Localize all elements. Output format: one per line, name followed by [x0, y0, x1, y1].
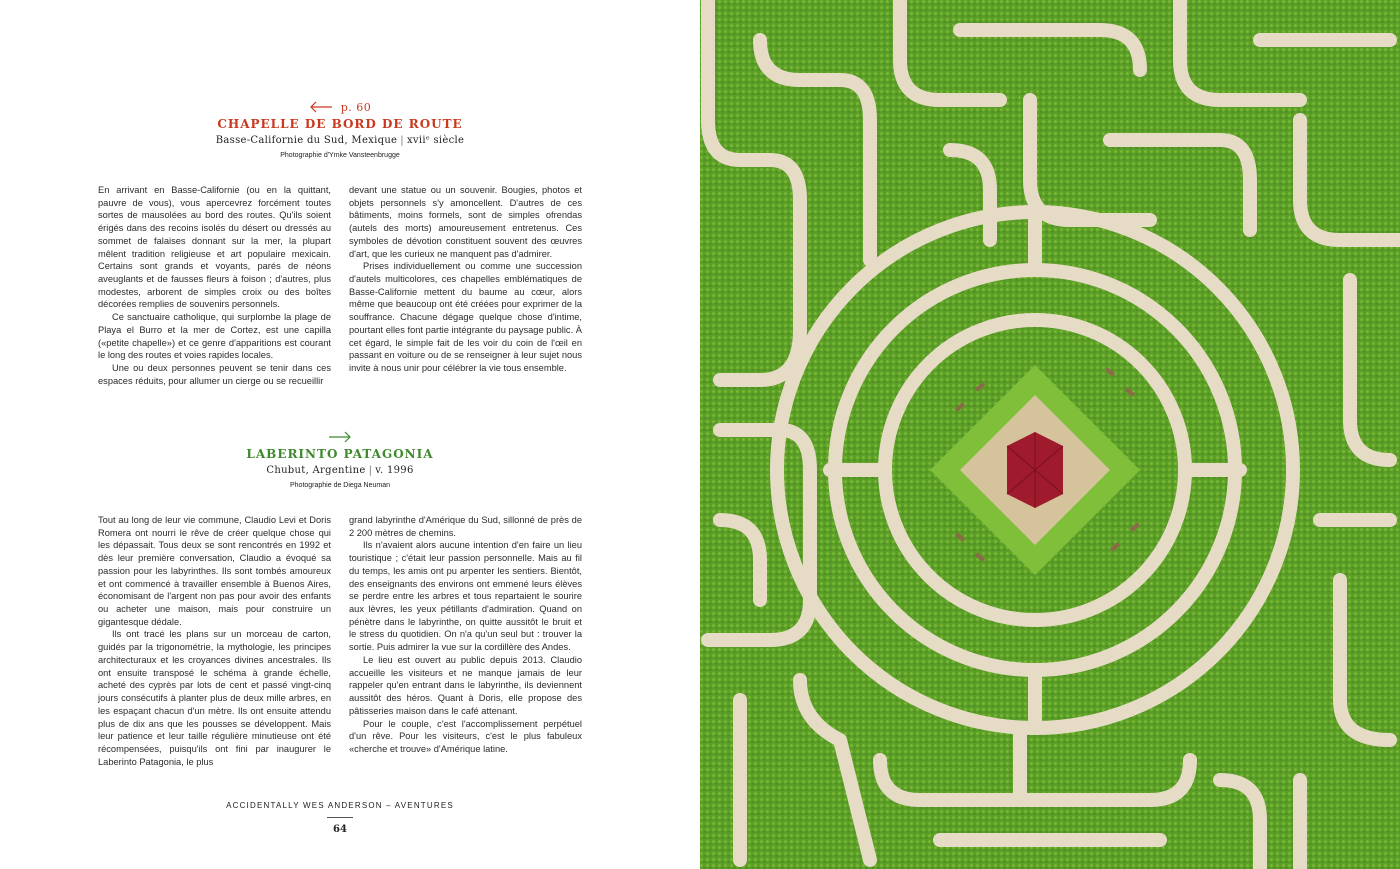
era: v. 1996: [375, 465, 414, 476]
text-column-1: [98, 514, 331, 768]
section-laberinto-heading: [98, 430, 582, 489]
paragraph: Ce sanctuaire catholique, qui surplombe la plage de Playa el Burro et la mer de Cortez, est une capilla («petite chapelle») et ce genre d'apparitions est courant le long des routes et voies rapides locales.: [98, 312, 331, 361]
footer-divider: [327, 817, 353, 818]
running-head: ACCIDENTALLY WES ANDERSON – AVENTURES: [226, 801, 454, 810]
maze-aerial-photo: [700, 0, 1400, 869]
page-footer: [98, 801, 582, 835]
paragraph: Ils n'avaient alors aucune intention d'en faire un lieu touristique ; c'était leur passion personnelle. Mais au fil du temps, les amis ont pu arpenter les sentiers. Bientôt, des enseignants des environs ont emmené leurs élèves se perdre entre les arbres et tous repartaient le sourire aux lèvres, les yeux pétillants d'admiration. Quand on pénètre dans le labyrinthe, on quitte aussitôt le bruit et le stress du quotidien. On n'a qu'un seul but : trouver la sortie. Puis admirer la vue sur la cordillère des Andes.: [349, 540, 582, 653]
paragraph: Une ou deux personnes peuvent se tenir dans ces espaces réduits, pour allumer un cierge ou se recueillir: [98, 363, 331, 386]
section-chapelle-body: [98, 184, 582, 388]
right-page: [700, 0, 1400, 869]
paragraph: Tout au long de leur vie commune, Claudio Levi et Doris Romera ont nourri le rêve de créer quelque chose qui les dépassait. Tous deux se sont rencontrés en 1992 et dès leur première conversation, Claudio a évoqué sa passion pour les labyrinthes. Ils sont tombés amoureux et ont commencé à travailler ensemble à Buenos Aires, économisant de l'argent non pas pour avoir des enfants ou acheter une maison, mais pour construire un gigantesque dédale.: [98, 515, 331, 627]
location: Chubut, Argentine: [266, 465, 366, 476]
paragraph: En arrivant en Basse-Californie (ou en la quittant, pauvre de vous), vous apercevrez forcément toutes sortes de mausolées au bord des routes. Qu'ils soient érigés dans des recoins isolés du désert ou dressés au sommet de falaises donnant sur la mer, la plupart mêlent tradition religieuse et art populaire mexicain. Certains sont grands et voyants, parés de néons aveuglants et de fausses fleurs à foison ; d'autres, plus modestes, arborent de simples croix ou des boîtes décorées remplies de souvenirs personnels.: [98, 185, 331, 310]
paragraph: Le lieu est ouvert au public depuis 2013. Claudio accueille les visiteurs et ne manque jamais de leur rappeler qu'en entrant dans le labyrinthe, ils deviennent aussitôt des héros. Quant à Doris, elle propose des pâtisseries maison dans le café attenant.: [349, 654, 582, 716]
text-column-1: [98, 184, 331, 388]
arrow-left-icon[interactable]: [309, 101, 333, 113]
location: Basse-Californie du Sud, Mexique: [215, 135, 398, 146]
text-column-2: [349, 184, 582, 388]
section-subtitle-chapelle: Basse-Californie du Sud, Mexique | xviiᵉ siècle: [215, 135, 465, 146]
page-number: 64: [333, 824, 347, 835]
section-title-chapelle: CHAPELLE DE BORD DE ROUTE: [217, 117, 463, 131]
era: xviiᵉ siècle: [406, 135, 465, 146]
section-laberinto-body: [98, 514, 582, 768]
paragraph: devant une statue ou un souvenir. Bougies, photos et objets personnels s'y amoncellent. D'autres de ces bâtiments, moins formels, sont de simples ofrendas (autels des morts) amoureusement entretenus. Ces symboles de dévotion constituent souvent des œuvres d'art, que les curieux ne manquent pas d'admirer.: [349, 185, 582, 259]
page-reference[interactable]: p. 60: [340, 100, 372, 114]
section-subtitle-laberinto: Chubut, Argentine | v. 1996: [266, 465, 414, 476]
text-column-2: [349, 514, 582, 768]
arrow-right-icon[interactable]: [328, 431, 352, 443]
paragraph: Ils ont tracé les plans sur un morceau de carton, guidés par la trigonométrie, la mythologie, les principes architecturaux et les croyances divines ancestrales. Ils ont ensuite transposé le schéma à grande échelle, acheté des cyprès par lots de cent et passé vingt-cinq jours consécutifs à planter plus de deux mille arbres, en les espaçant chacun d'un mètre. Ils ont ensuite attendu plus de dix ans que les pousses se développent. Mais leur patience et leur taille régulière minutieuse ont été récompensées, puisqu'ils ont fini par inaugurer le Laberinto Patagonia, le plus: [98, 629, 331, 767]
section-title-laberinto: LABERINTO PATAGONIA: [246, 447, 434, 461]
section-chapelle-heading: [98, 100, 582, 159]
paragraph: Prises individuellement ou comme une succession d'autels multicolores, ces chapelles emblématiques de Basse-Californie mettent du baume au cœur, alors même que beaucoup ont été créées pour exprimer de la souffrance. Chacune dégage quelque chose d'intime, pourtant elles font partie intégrante du paysage public. À cet égard, le simple fait de les voir du coin de l'œil en passant en voiture ou de se renseigner à leur sujet nous invite à nous unir pour célébrer la vie tous ensemble.: [349, 261, 582, 374]
photo-credit: Photographie d'Ymke Vansteenbrugge: [280, 152, 400, 159]
paragraph: grand labyrinthe d'Amérique du Sud, sillonné de près de 2 200 mètres de chemins.: [349, 515, 582, 538]
photo-credit: Photographie de Diega Neuman: [289, 482, 390, 489]
paragraph: Pour le couple, c'est l'accomplissement perpétuel d'un rêve. Pour les visiteurs, c'est le plus fabuleux «cherche et trouve» d'Amérique latine.: [349, 718, 582, 754]
